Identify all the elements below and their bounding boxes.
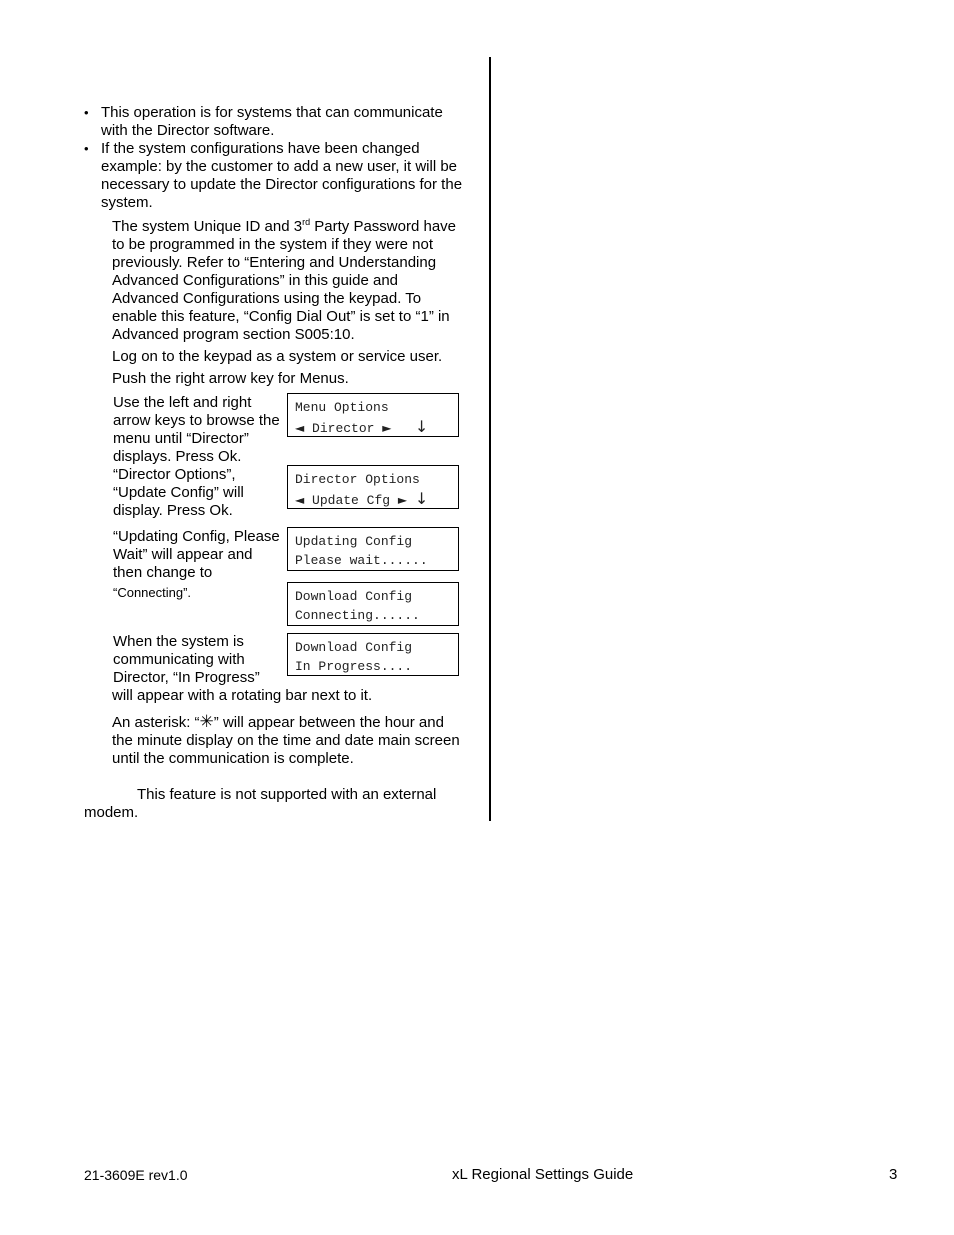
bullet-item: • This operation is for systems that can communicate with the Director software.: [84, 104, 464, 140]
lcd-line-1: Download Config: [295, 640, 413, 655]
lcd-line-1: Menu Options: [295, 400, 389, 415]
right-arrow-icon: ►: [382, 421, 392, 435]
lcd-line-2: ◄ Update Cfg ► ↓: [295, 489, 429, 508]
left-arrow-icon: ◄: [295, 421, 305, 435]
bullet-list: [84, 104, 464, 212]
asterisk-icon: ✳: [199, 712, 214, 732]
footer-page-number: 3: [889, 1166, 898, 1183]
lcd-line-1: Director Options: [295, 472, 420, 487]
lcd-download-progress: [287, 633, 459, 676]
column-divider: [489, 57, 491, 821]
lcd-line-2: Please wait......: [295, 553, 428, 568]
left-arrow-icon: ◄: [295, 493, 305, 507]
bullet-item: • If the system configurations have been changed example: by the customer to add a new user, it will be necessary to update the Director configurations for the system.: [84, 140, 464, 212]
external-modem-note: This feature is not supported with an external modem.: [84, 786, 437, 821]
step-logon: Log on to the keypad as a system or service user.: [112, 348, 443, 365]
lcd-line-2: In Progress....: [295, 659, 413, 674]
step-connecting: “Connecting”.: [113, 585, 192, 600]
lcd-line-2: Connecting......: [295, 608, 420, 623]
step-updating: “Updating Config, Please Wait” will appear and then change to: [113, 528, 280, 581]
lcd-download-connecting: [287, 582, 459, 626]
asterisk-note: An asterisk: “✳” will appear between the hour and the minute display on the time and date main screen until the communication is complete.: [112, 712, 460, 767]
step-progress-a: When the system is communicating with Director, “In Progress”: [113, 633, 260, 686]
step-progress-b: will appear with a rotating bar next to it.: [112, 687, 373, 704]
step-push-arrow: Push the right arrow key for Menus.: [112, 370, 349, 387]
down-arrow-icon: ↓: [414, 417, 429, 436]
footer-doc-number: 21-3609E rev1.0: [84, 1167, 188, 1183]
footer-title: xL Regional Settings Guide: [452, 1166, 634, 1183]
step-browse: Use the left and right arrow keys to browse the menu until “Director” displays. Press Ok.: [113, 394, 280, 465]
lcd-menu-options: [287, 393, 459, 437]
down-arrow-icon: ↓: [414, 489, 429, 508]
lcd-line-2: ◄ Director ► ↓: [295, 417, 429, 436]
unique-id-paragraph: The system Unique ID and 3rd Party Password have to be programmed in the system if they were not previously. Refer to “Entering and Understanding Advanced Configurations” in this guide and Advanced Configurations using the keypad. To enable this feature, “Config Dial Out” is set to “1” in Advanced program section S005:10.: [112, 217, 457, 343]
lcd-line-1: Download Config: [295, 589, 413, 604]
lcd-updating-config: [287, 527, 459, 571]
lcd-line-1: Updating Config: [295, 534, 413, 549]
right-arrow-icon: ►: [397, 493, 408, 507]
step-director-options: “Director Options”, “Update Config” will display. Press Ok.: [113, 466, 244, 519]
lcd-director-options: [287, 465, 459, 509]
